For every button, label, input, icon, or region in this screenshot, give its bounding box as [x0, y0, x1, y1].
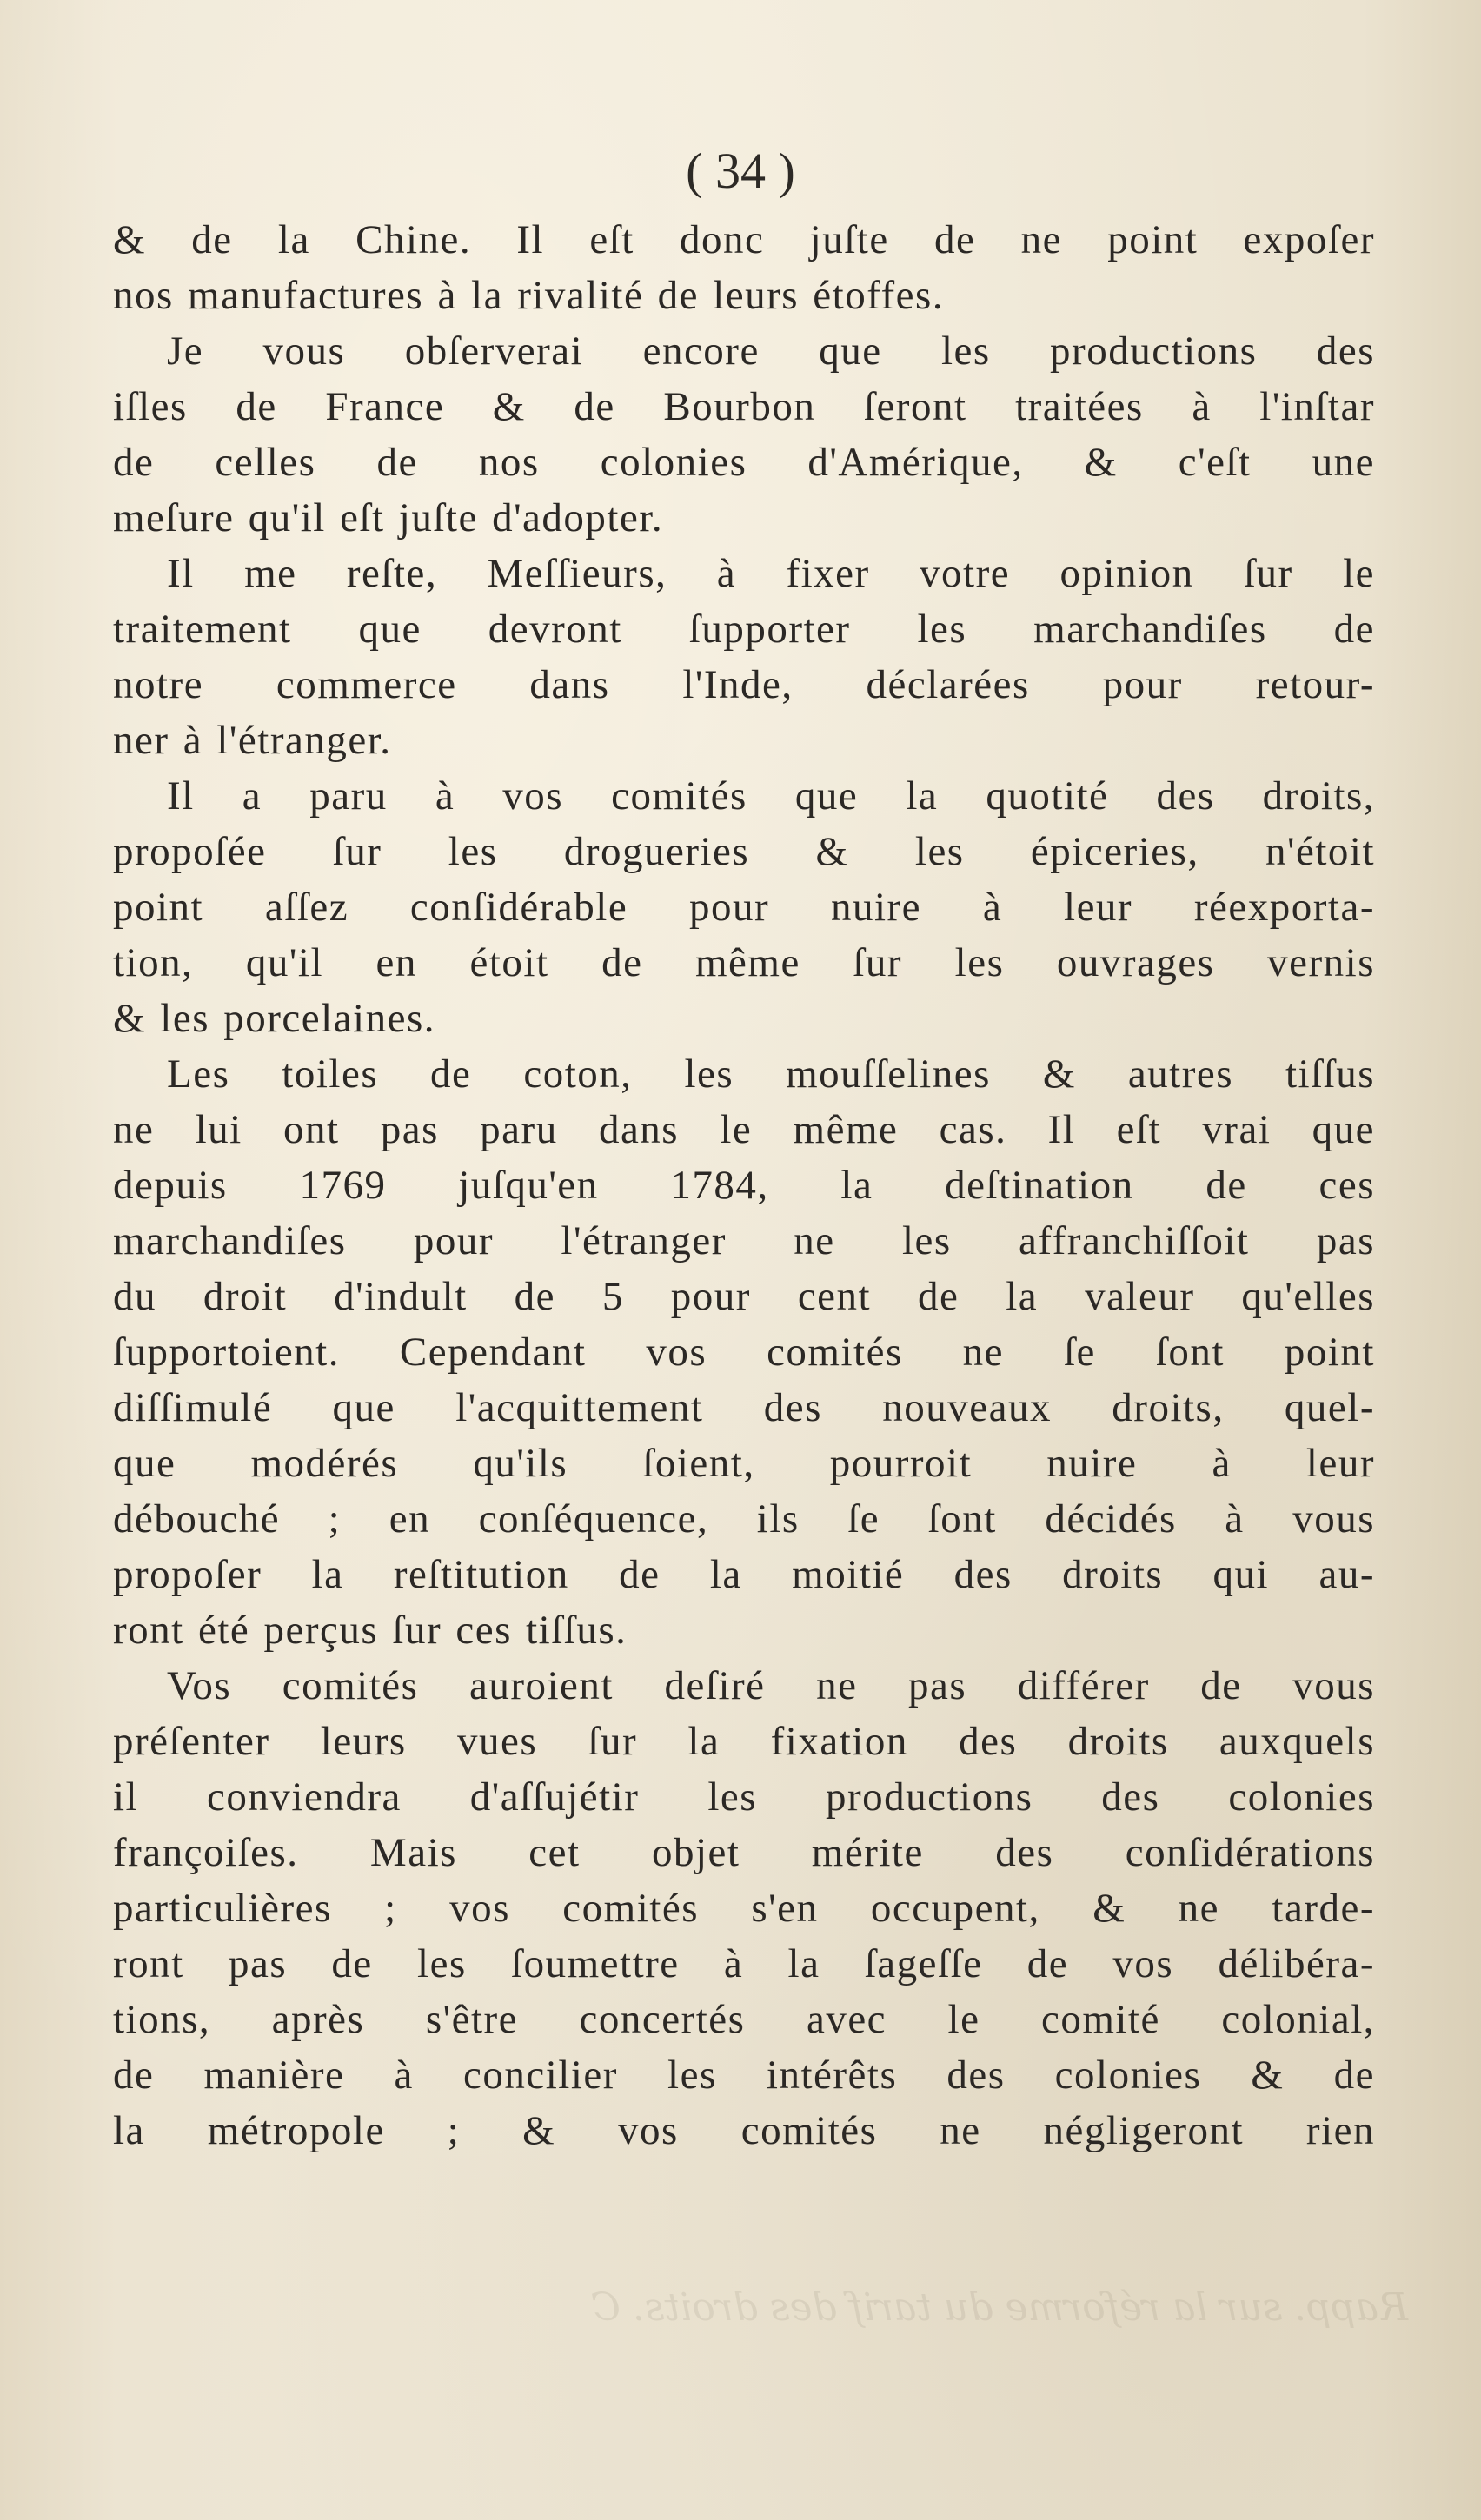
- text-line: propoſée ſur les drogueries & les épiceries, n'étoit: [113, 829, 1375, 874]
- text-line: ner à l'étranger.: [113, 718, 392, 763]
- text-line: & de la Chine. Il eſt donc juſte de ne point expoſer: [113, 217, 1375, 262]
- text-line: la métropole ; & vos comités ne négligeront rien: [113, 2108, 1375, 2153]
- text-line: particulières ; vos comités s'en occupent, & ne tarde-: [113, 1886, 1375, 1931]
- paragraph: [113, 212, 1375, 323]
- text-line: il conviendra d'aſſujétir les productions des colonies: [113, 1774, 1375, 1820]
- text-line: tions, après s'être concertés avec le comité colonial,: [113, 1997, 1375, 2042]
- text-line: diſſimulé que l'acquittement des nouveaux droits, quel-: [113, 1385, 1375, 1430]
- text-line: & les porcelaines.: [113, 996, 436, 1041]
- text-line: ſupportoient. Cependant vos comités ne ſe ſont point: [113, 1330, 1375, 1375]
- paragraph: [113, 323, 1375, 546]
- bleed-through-text: Rapp. sur la réforme du tarif des droits. C: [591, 2285, 1408, 2330]
- text-line: Vos comités auroient deſiré ne pas différer de vous: [167, 1663, 1375, 1708]
- text-line: débouché ; en conſéquence, ils ſe ſont décidés à vous: [113, 1496, 1375, 1542]
- text-line: ne lui ont pas paru dans le même cas. Il eſt vrai que: [113, 1107, 1375, 1152]
- text-line: notre commerce dans l'Inde, déclarées pour retour-: [113, 662, 1375, 707]
- text-line: de celles de nos colonies d'Amérique, & c'eſt une: [113, 440, 1375, 485]
- page-number: ( 34 ): [686, 143, 795, 199]
- text-line: point aſſez conſidérable pour nuire à leur réexporta-: [113, 885, 1375, 930]
- paragraph: [113, 546, 1375, 768]
- text-line: Il me reſte, Meſſieurs, à fixer votre opinion ſur le: [167, 551, 1375, 596]
- paragraph: [113, 768, 1375, 1046]
- text-line: ront été perçus ſur ces tiſſus.: [113, 1608, 628, 1653]
- text-line: propoſer la reſtitution de la moitié des droits qui au-: [113, 1552, 1375, 1597]
- text-line: Les toiles de coton, les mouſſelines & autres tiſſus: [167, 1051, 1375, 1097]
- text-line: traitement que devront ſupporter les marchandiſes de: [113, 607, 1375, 652]
- text-line: de manière à concilier les intérêts des colonies & de: [113, 2052, 1375, 2098]
- text-line: depuis 1769 juſqu'en 1784, la deſtination de ces: [113, 1163, 1375, 1208]
- text-line: marchandiſes pour l'étranger ne les affranchiſſoit pas: [113, 1218, 1375, 1263]
- text-line: meſure qu'il eſt juſte d'adopter.: [113, 495, 664, 540]
- body-text: [113, 212, 1375, 2159]
- text-line: que modérés qu'ils ſoient, pourroit nuire à leur: [113, 1441, 1375, 1486]
- text-line: iſles de France & de Bourbon ſeront traitées à l'inſtar: [113, 384, 1375, 429]
- text-line: Je vous obſerverai encore que les productions des: [167, 328, 1375, 374]
- text-line: nos manufactures à la rivalité de leurs étoffes.: [113, 273, 945, 318]
- text-line: françoiſes. Mais cet objet mérite des conſidérations: [113, 1830, 1375, 1875]
- paragraph: [113, 1046, 1375, 1658]
- text-line: préſenter leurs vues ſur la fixation des droits auxquels: [113, 1719, 1375, 1764]
- text-line: Il a paru à vos comités que la quotité des droits,: [167, 773, 1375, 819]
- text-line: ront pas de les ſoumettre à la ſageſſe de vos délibéra-: [113, 1941, 1375, 1986]
- paragraph: [113, 1658, 1375, 2159]
- text-line: du droit d'indult de 5 pour cent de la valeur qu'elles: [113, 1274, 1375, 1319]
- text-line: tion, qu'il en étoit de même ſur les ouvrages vernis: [113, 940, 1375, 985]
